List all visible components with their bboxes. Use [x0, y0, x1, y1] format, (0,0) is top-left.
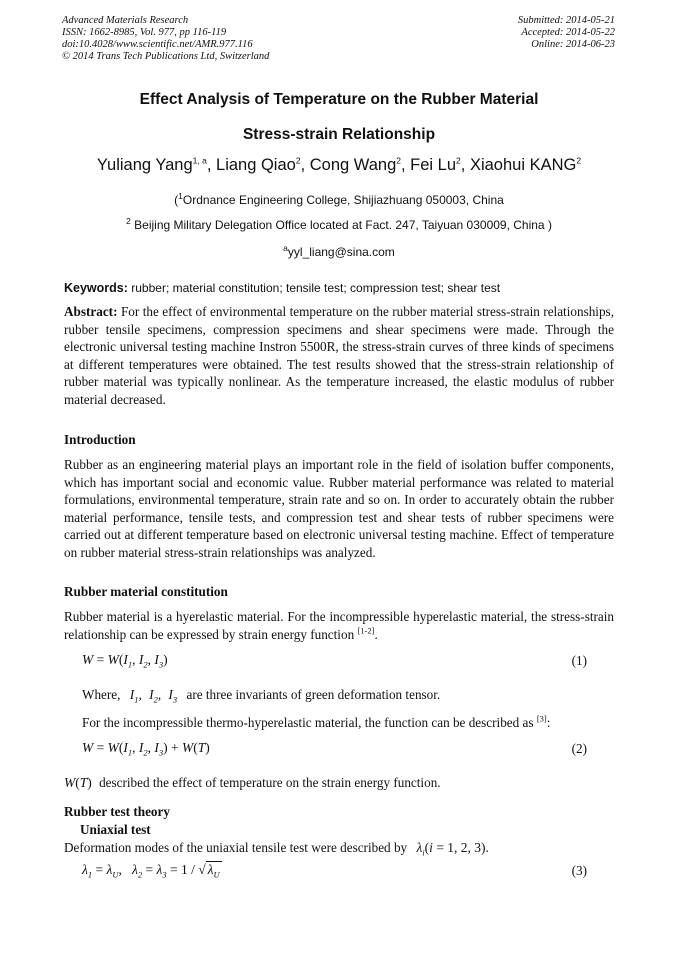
author-affiliation-mark: 2: [295, 155, 301, 166]
thermo-statement: For the incompressible thermo-hyperelastic material, the function can be described as [3]:: [82, 713, 551, 730]
paper-title-line2: Stress-strain Relationship: [242, 126, 436, 143]
keywords-text: rubber; material constitution; tensile test; compression test; shear test: [131, 281, 501, 295]
author-affiliation-mark: 1, a: [192, 155, 207, 166]
equation-1: $W = W(I_1$, $I_2$, $I_3$): [82, 652, 168, 670]
equation-3-number: (3): [571, 863, 587, 878]
author-name: Cong Wang: [309, 156, 397, 174]
introduction-text: Rubber as an engineering material plays an important role in the field of isolation buffer components, which has important social and economic value. Rubber material performance was related to material formulations, environmental temperature, strain rate and so on. In order to accurately obtain the rubber material performance, tensile tests, and compression test and shear tests of rubber specimens were carried out at different temperature based on electronic universal testing machine. Effect of temperature on rubber material stress-strain relationships was analyzed.: [64, 457, 614, 560]
author-name: Fei Lu: [410, 156, 457, 174]
author-affiliation-mark: 2: [456, 155, 461, 166]
paper-title-line1: Effect Analysis of Temperature on the Rubber Material: [139, 91, 539, 108]
constitution-text: Rubber material is a hyerelastic material. For the incompressible hyperelastic material, the stress-strain relationship can be expressed by strain energy function [1-2].: [64, 609, 614, 642]
abstract: [64, 303, 614, 409]
author-name: Yuliang Yang: [96, 156, 193, 174]
keywords: [64, 281, 500, 295]
abstract-label: Abstract:: [64, 304, 118, 319]
affiliation-1: ($^1$Ordnance Engineering College, Shijiazhuang 050003, China: [174, 191, 504, 207]
issn-line: ISSN: 1662-8985, Vol. 977, pp 116-119: [62, 27, 227, 38]
affiliation-2: $^2$ Beijing Military Delegation Office located at Fact. 247, Taiyuan 030009, China ): [126, 216, 552, 232]
keywords-label: Keywords:: [64, 281, 128, 295]
author-affiliation-mark: 2: [576, 155, 582, 166]
online-date: Online: 2014-06-23: [531, 39, 615, 50]
author-affiliation-mark: 2: [396, 155, 401, 166]
author-name: Liang Qiao: [216, 156, 296, 174]
author-name: Xiaohui KANG: [469, 156, 577, 174]
copyright-line: © 2014 Trans Tech Publications Ltd, Switzerland: [62, 51, 270, 62]
section-heading-test-theory: Rubber test theory: [64, 804, 170, 819]
author-email: $^a$yyl_liang@sina.com: [283, 243, 395, 259]
journal-name: Advanced Materials Research: [62, 15, 189, 26]
equation-2-number: (2): [571, 741, 587, 756]
equation-1-number: (1): [571, 653, 587, 668]
citation: [1-2]: [357, 625, 375, 636]
where-statement: Where, $I_1$, $I_2$, $I_3$ are three invariants of green deformation tensor.: [82, 687, 441, 705]
accepted-date: Accepted: 2014-05-22: [521, 27, 615, 38]
section-heading-introduction: Introduction: [64, 432, 136, 447]
doi-line: doi:10.4028/www.scientific.net/AMR.977.116: [62, 39, 253, 50]
citation: [3]: [536, 713, 547, 724]
author-list: Yuliang Yang$^{1, a}$, Liang Qiao$^2$, Cong Wang$^2$, Fei Lu$^2$, Xiaohui KANG$^2$: [96, 155, 582, 174]
subsection-heading-uniaxial: Uniaxial test: [80, 822, 151, 837]
uniaxial-statement: Deformation modes of the uniaxial tensile test were described by $\lambda_i(i = 1$, 2, 3).: [64, 840, 489, 858]
submitted-date: Submitted: 2014-05-21: [517, 15, 615, 26]
equation-3: $\lambda_1 = \lambda_U$, $\lambda_2 = \lambda_3 = 1$ / √ $\lambda_U$: [82, 862, 220, 880]
abstract-text: For the effect of environmental temperature on the rubber material stress-strain relationships, rubber tensile specimens, compression specimens and shear specimens were made. Through the electronic universal testing machine Instron 5500R, the stress-strain curves of three kinds of specimens at different temperatures were obtained. The test results showed that the stress-strain relationship of rubber material was typically nonlinear. As the temperature increased, the elastic modulus of rubber material decreased.: [64, 304, 614, 407]
submission-dates: [518, 15, 615, 51]
equation-2: $W = W(I_1$, $I_2$, $I_3) + W(T)$: [82, 740, 210, 758]
journal-info: [62, 15, 269, 63]
section-heading-constitution: Rubber material constitution: [64, 584, 228, 599]
temperature-term-statement: W(T) described the effect of temperature on the strain energy function.: [64, 775, 441, 790]
